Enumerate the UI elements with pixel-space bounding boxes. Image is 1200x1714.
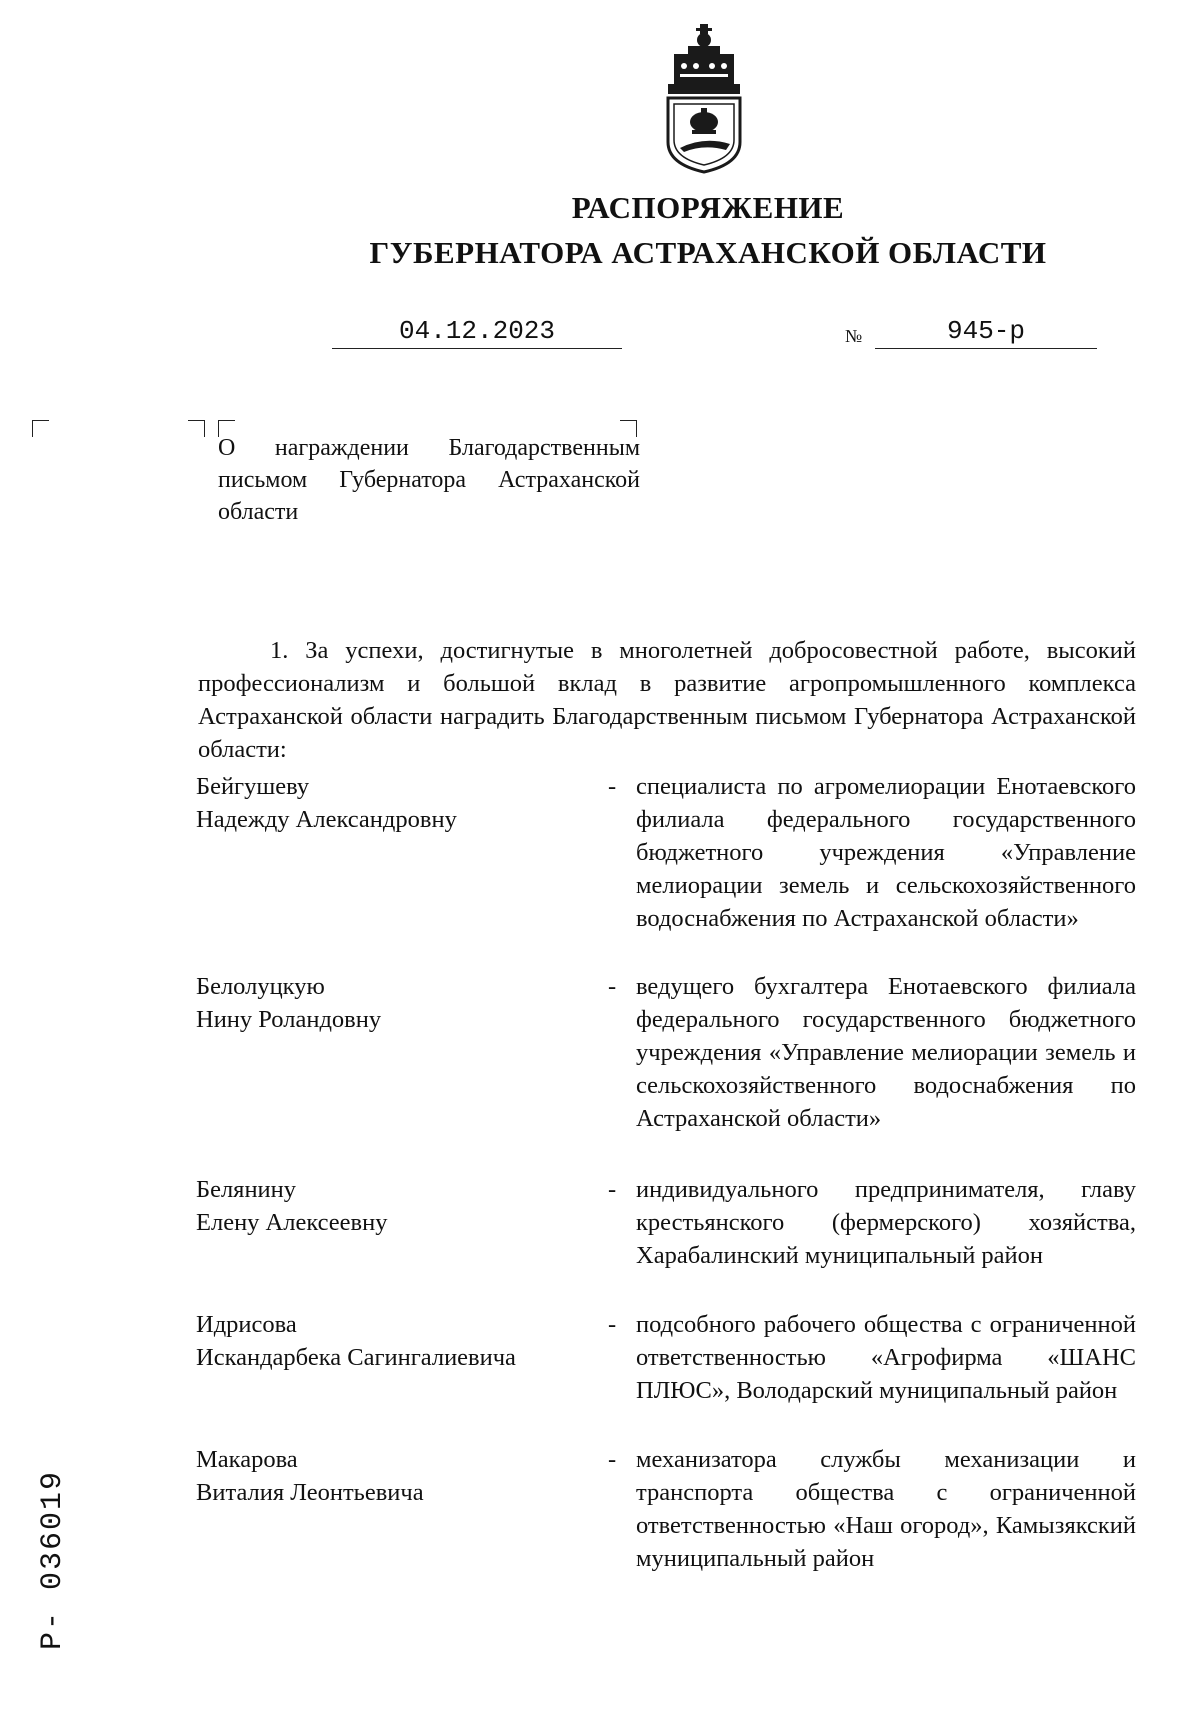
awardee-position: индивидуального предпринимателя, главу крестьянского (фермерского) хозяйства, Харабалинский муниципальный район	[636, 1176, 1136, 1269]
awardee-name: Белянину Елену Алексеевну	[196, 1176, 388, 1236]
awardee-position: ведущего бухгалтера Енотаевского филиала федерального государственного бюджетного учреждения «Управление мелиорации земель и сельскохозяйственного водоснабжения по Астраханской области»	[636, 973, 1136, 1132]
number-sign: №	[845, 326, 863, 346]
awardee-dash: -	[608, 1446, 617, 1473]
intro-paragraph: 1. За успехи, достигнутые в многолетней добросовестной работе, высокий профессионализм и большой вклад в развитие агропромышленного комплекса Астраханской области наградить Благодарственным письмом Губернатора Астраханской области:	[198, 637, 1136, 763]
awardee-position: механизатора службы механизации и транспорта общества с ограниченной ответственностью «Наш огород», Камызякский муниципальный район	[636, 1446, 1136, 1572]
awardee-name: Идрисова Искандарбека Сагингалиевича	[196, 1311, 516, 1371]
awardee-name: Белолуцкую Нину Роландовну	[196, 973, 382, 1033]
document-number: 945-р	[875, 314, 1097, 349]
awardee-dash: -	[608, 773, 617, 800]
awardee-name: Макарова Виталия Леонтьевича	[196, 1446, 424, 1506]
awardee-position: специалиста по агромелиорации Енотаевского филиала федерального государственного бюджетного учреждения «Управление мелиорации земель и сельскохозяйственного водоснабжения по Астраханской области»	[636, 773, 1136, 932]
awardee-dash: -	[608, 973, 617, 1000]
awardee-dash: -	[608, 1311, 617, 1338]
awardee-name: Бейгушеву Надежду Александровну	[196, 773, 457, 833]
registration-code: Р- 036019	[36, 1469, 70, 1651]
astrakhan-coat-of-arms-icon	[660, 22, 748, 174]
corner-mark	[32, 420, 49, 437]
awardee-position: подсобного рабочего общества с ограниченной ответственностью «Агрофирма «ШАНС ПЛЮС», Володарский муниципальный район	[636, 1311, 1136, 1404]
awardee-dash: -	[608, 1176, 617, 1203]
document-date: 04.12.2023	[332, 314, 622, 349]
issuer-title: ГУБЕРНАТОРА АСТРАХАНСКОЙ ОБЛАСТИ	[369, 235, 1047, 270]
document-subject: О награждении Благодарственным письмом Губернатора Астраханской области	[218, 435, 640, 525]
document-type-title: РАСПОРЯЖЕНИЕ	[571, 190, 845, 225]
corner-mark	[188, 420, 205, 437]
